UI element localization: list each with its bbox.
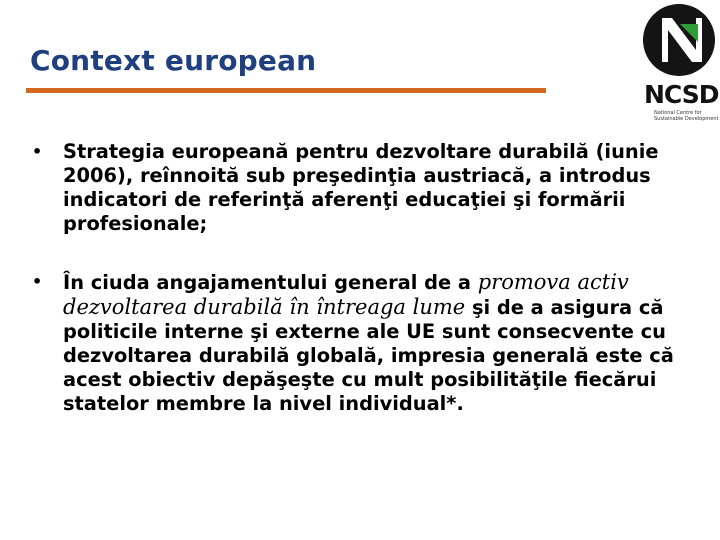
bullet-text-italic: promova activ dezvoltarea durabilă în întreaga lume — [63, 270, 629, 319]
bullet-item — [30, 140, 690, 236]
logo-wordmark: NCSD — [644, 80, 719, 109]
bullet-text: Strategia europeană pentru dezvoltare durabilă (iunie 2006), reînnoită sub preşedinţia austriacă, a introdus indicatori de referinţă aferenţi educaţiei şi formării profesionale; — [63, 140, 659, 235]
slide-title: Context european — [30, 44, 317, 77]
bullet-icon: • — [32, 142, 43, 161]
logo-subtitle: National Centre for Sustainable Development — [654, 110, 719, 122]
bullet-item — [30, 270, 690, 416]
bullet-text-start: În ciuda angajamentului general de a — [63, 271, 478, 294]
bullet-text-end: şi de a asigura că politicile interne şi externe ale UE sunt consecvente cu dezvoltarea durabilă globală, impresia generală este că acest obiectiv depăşeşte cu mult posibilităţile fiecărui statelor membre la nivel individual*. — [63, 296, 674, 415]
bullet-icon: • — [32, 272, 43, 291]
bullet-list — [30, 140, 690, 416]
title-underline — [26, 88, 546, 93]
